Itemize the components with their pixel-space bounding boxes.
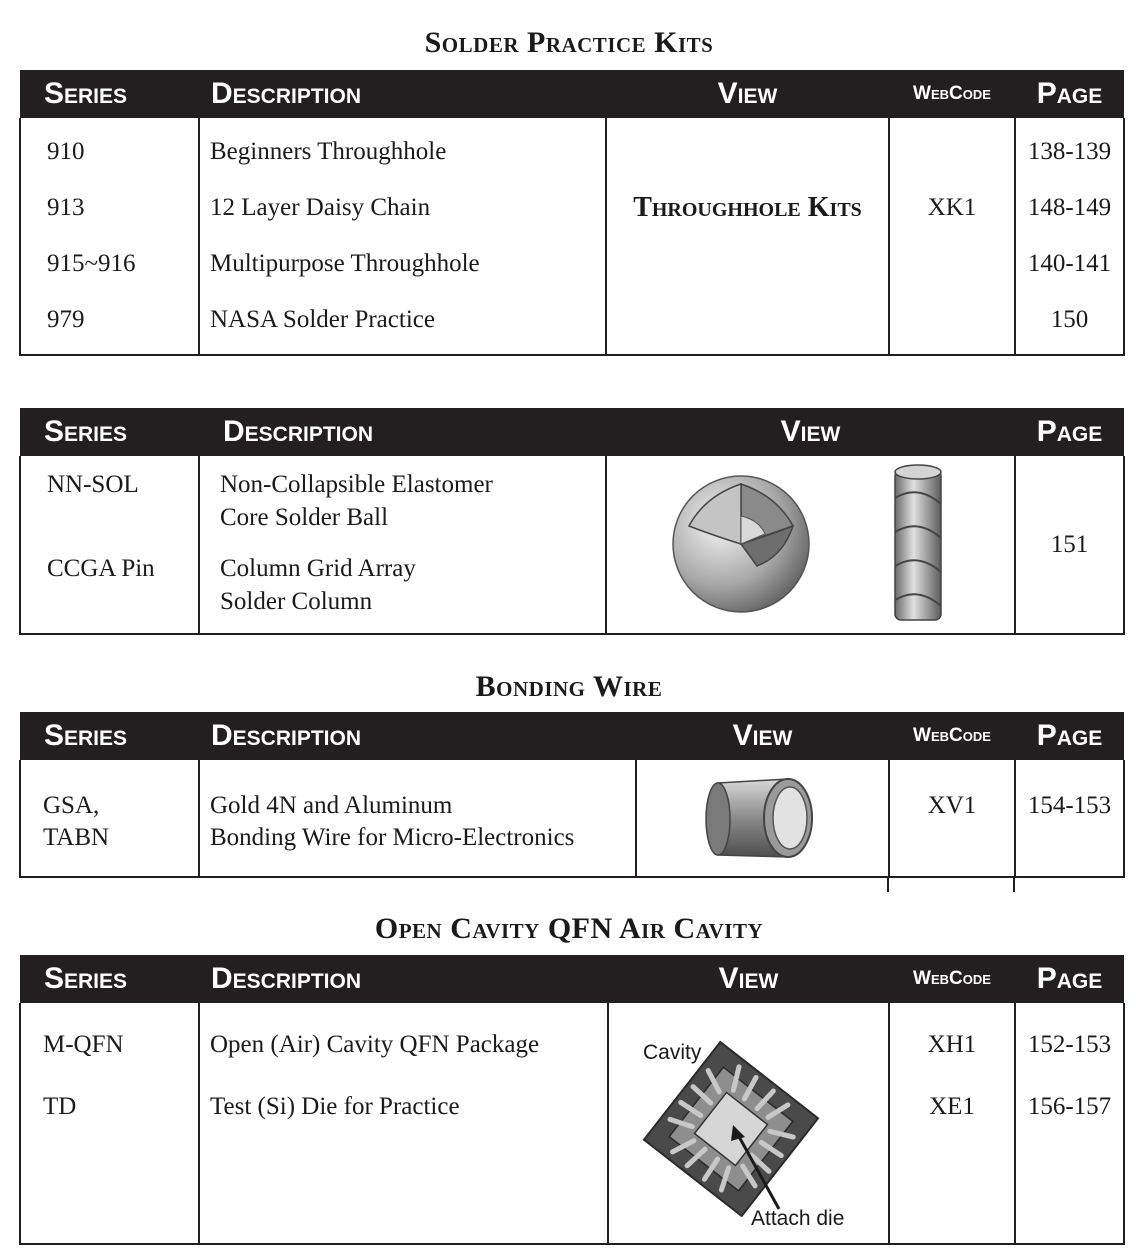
series-cell	[20, 760, 199, 877]
view-cell	[606, 118, 889, 355]
series-m-qfn: M-QFN	[43, 1031, 124, 1058]
solder-column-icon	[895, 465, 941, 620]
solder-ball-and-column-image	[607, 456, 1012, 632]
series-913: 913	[47, 194, 85, 221]
header-series: Series	[20, 712, 199, 760]
table-row	[20, 118, 1124, 355]
section-title-qfn: Open Cavity QFN Air Cavity	[374, 912, 764, 945]
header-page: Page	[1015, 955, 1124, 1003]
header-webcode: WebCode	[889, 712, 1015, 760]
description-nn-sol-line1: Non-Collapsible Elastomer	[220, 471, 493, 498]
series-nn-sol: NN-SOL	[47, 471, 139, 498]
view-cell	[608, 1003, 889, 1244]
webcode-xv1: XV1	[927, 792, 977, 819]
page-cell	[1015, 1003, 1124, 1244]
description-cell	[199, 456, 606, 634]
qfn-table	[19, 955, 1125, 1245]
bonding-wire-spool-image	[638, 763, 888, 873]
table-header-row	[20, 70, 1124, 118]
solder-balls-table	[19, 408, 1125, 635]
page-148-149: 148-149	[1027, 194, 1112, 221]
header-description: Description	[199, 408, 606, 456]
section-title-solder-kits: Solder Practice Kits	[424, 26, 714, 59]
divider-tick	[887, 878, 889, 892]
series-gsa: GSA,	[43, 792, 100, 819]
series-cell	[20, 456, 199, 634]
table-row	[20, 456, 1124, 634]
webcode-xh1: XH1	[927, 1031, 977, 1058]
description-td: Test (Si) Die for Practice	[210, 1093, 460, 1120]
webcode-xk1: XK1	[927, 194, 977, 221]
page-151: 151	[1050, 530, 1089, 558]
page-154-153: 154-153	[1027, 792, 1112, 819]
header-series: Series	[20, 70, 199, 118]
series-cell	[20, 118, 199, 355]
cavity-label: Cavity	[643, 1041, 702, 1064]
description-ccga-line1: Column Grid Array	[220, 555, 416, 582]
table-row	[20, 760, 1124, 877]
qfn-package-image	[609, 1003, 888, 1243]
series-td: TD	[43, 1093, 77, 1120]
description-cell	[199, 118, 606, 355]
series-979: 979	[47, 306, 85, 333]
header-webcode: WebCode	[889, 70, 1015, 118]
section-title-bonding-wire: Bonding Wire	[475, 670, 663, 703]
description-910: Beginners Throughhole	[210, 138, 447, 165]
header-page: Page	[1015, 712, 1124, 760]
page-cell	[1015, 118, 1124, 355]
header-view: View	[606, 408, 1015, 456]
page-156-157: 156-157	[1027, 1093, 1112, 1120]
webcode-xe1: XE1	[929, 1093, 975, 1120]
table-row	[20, 1003, 1124, 1244]
header-page: Page	[1015, 408, 1124, 456]
series-915-916: 915~916	[47, 250, 136, 277]
description-nn-sol-line2: Core Solder Ball	[220, 504, 389, 531]
page-cell	[1015, 456, 1124, 634]
header-view: View	[606, 70, 889, 118]
page-140-141: 140-141	[1027, 250, 1112, 277]
table-header-row	[20, 408, 1124, 456]
description-cell	[199, 1003, 608, 1244]
header-series: Series	[20, 955, 199, 1003]
divider-tick	[1013, 878, 1015, 892]
header-view: View	[636, 712, 889, 760]
description-979: NASA Solder Practice	[210, 306, 435, 333]
header-description: Description	[199, 712, 636, 760]
webcode-cell	[889, 760, 1015, 877]
description-line1: Gold 4N and Aluminum	[210, 792, 453, 819]
solder-kits-table	[19, 70, 1125, 356]
webcode-cell	[889, 118, 1015, 355]
throughhole-kits-label: Throughhole Kits	[633, 192, 862, 223]
attach-die-label: Attach die	[751, 1207, 845, 1230]
header-webcode: WebCode	[889, 955, 1015, 1003]
description-cell	[199, 760, 636, 877]
header-view: View	[608, 955, 889, 1003]
page-138-139: 138-139	[1027, 138, 1112, 165]
webcode-cell	[889, 1003, 1015, 1244]
bonding-wire-table	[19, 712, 1125, 878]
header-description: Description	[199, 955, 608, 1003]
series-tabn: TABN	[43, 824, 110, 851]
description-915-916: Multipurpose Throughhole	[210, 250, 480, 277]
description-m-qfn: Open (Air) Cavity QFN Package	[210, 1031, 540, 1058]
page-152-153: 152-153	[1027, 1031, 1112, 1058]
description-line2: Bonding Wire for Micro-Electronics	[210, 824, 575, 851]
page-cell	[1015, 760, 1124, 877]
header-series: Series	[20, 408, 199, 456]
description-ccga-line2: Solder Column	[220, 588, 373, 615]
series-910: 910	[47, 138, 85, 165]
table-header-row	[20, 955, 1124, 1003]
series-cell	[20, 1003, 199, 1244]
series-ccga-pin: CCGA Pin	[47, 555, 155, 582]
page-150: 150	[1050, 306, 1089, 333]
header-page: Page	[1015, 70, 1124, 118]
view-cell	[636, 760, 889, 877]
header-description: Description	[199, 70, 606, 118]
view-cell	[606, 456, 1015, 634]
description-913: 12 Layer Daisy Chain	[210, 194, 431, 221]
solder-ball-icon	[673, 476, 809, 612]
table-header-row	[20, 712, 1124, 760]
